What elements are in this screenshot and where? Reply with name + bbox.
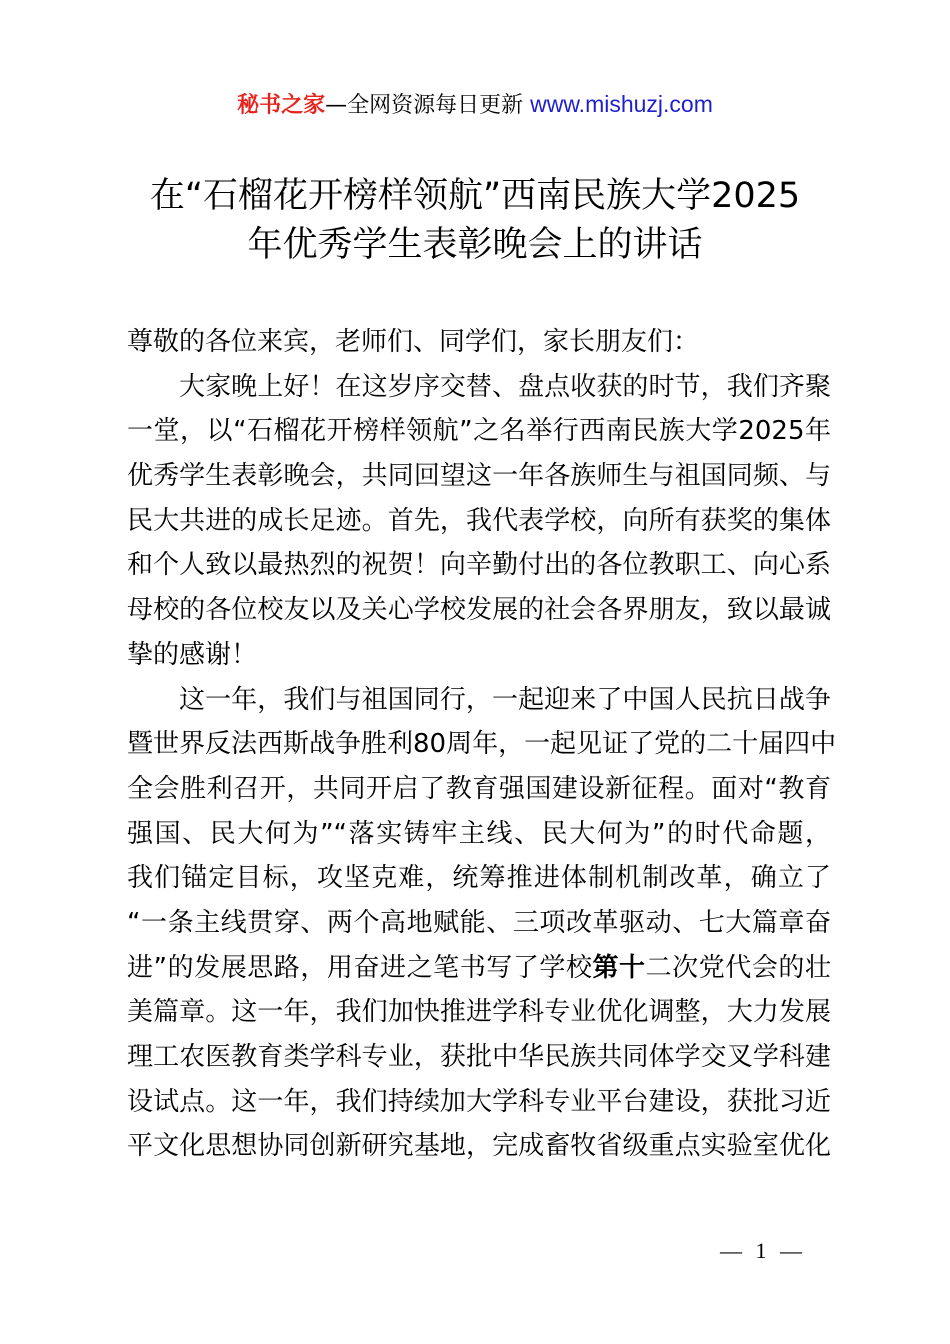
body-line: 一堂，以“石榴花开榜样领航”之名举行西南民族大学2025年 xyxy=(127,416,831,447)
body-line: 设试点。这一年，我们持续加大学科专业平台建设，获批习近 xyxy=(127,1086,831,1117)
body-line: 母校的各位校友以及关心学校发展的社会各界朋友，致以最诚 xyxy=(127,595,831,626)
site-url-link[interactable]: www.mishuzj.com xyxy=(530,91,713,117)
body-line: 我们锚定目标，攻坚克难，统筹推进体制机制改革，确立了 xyxy=(127,863,831,894)
salutation: 尊敬的各位来宾，老师们、同学们，家长朋友们： xyxy=(127,327,700,357)
body-line: 暨世界反法西斯战争胜利80周年，一起见证了党的二十届四中 xyxy=(127,729,837,760)
title-line: 在“石榴花开榜样领航”西南民族大学2025 xyxy=(149,176,801,216)
body-line: 和个人致以最热烈的祝贺！向辛勤付出的各位教职工、向心系 xyxy=(127,550,831,581)
bold-text: 第十 xyxy=(592,952,646,983)
body-line: 这一年，我们与祖国同行，一起迎来了中国人民抗日战争 xyxy=(179,684,831,715)
body-text: 进”的发展思路，用奋进之笔书写了学校 xyxy=(127,952,593,983)
title-line: 年优秀学生表彰晚会上的讲话 xyxy=(247,225,703,265)
body-line: 优秀学生表彰晚会，共同回望这一年各族师生与祖国同频、与 xyxy=(127,461,831,492)
body-line: 全会胜利召开，共同开启了教育强国建设新征程。面对“教育 xyxy=(127,773,831,804)
site-watermark-header xyxy=(0,88,950,122)
document-title xyxy=(100,172,850,270)
body-text: 二次党代会的壮 xyxy=(645,952,831,983)
body-line: 挚的感谢！ xyxy=(127,639,258,670)
body-line: 理工农医教育类学科专业，获批中华民族共同体学交叉学科建 xyxy=(127,1042,831,1072)
page-number: — 1 — xyxy=(720,1238,806,1263)
body-line: 大家晚上好！在这岁序交替、盘点收获的时节，我们齐聚 xyxy=(179,371,831,402)
brand-name: 秘书之家 xyxy=(237,93,326,118)
body-line: 强国、民大何为”“落实铸牢主线、民大何为”的时代命题， xyxy=(127,818,831,849)
body-line xyxy=(127,946,831,991)
body-line: 平文化思想协同创新研究基地，完成畜牧省级重点实验室优化 xyxy=(127,1131,831,1162)
header-tagline: —全网资源每日更新 xyxy=(325,93,531,118)
body-line: 民大共进的成长足迹。首先，我代表学校，向所有获奖的集体 xyxy=(127,505,831,536)
body-line: 美篇章。这一年，我们加快推进学科专业优化调整，大力发展 xyxy=(127,997,831,1028)
document-body xyxy=(127,320,837,1169)
body-line: “一条主线贯穿、两个高地赋能、三项改革驱动、七大篇章奋 xyxy=(127,907,831,938)
